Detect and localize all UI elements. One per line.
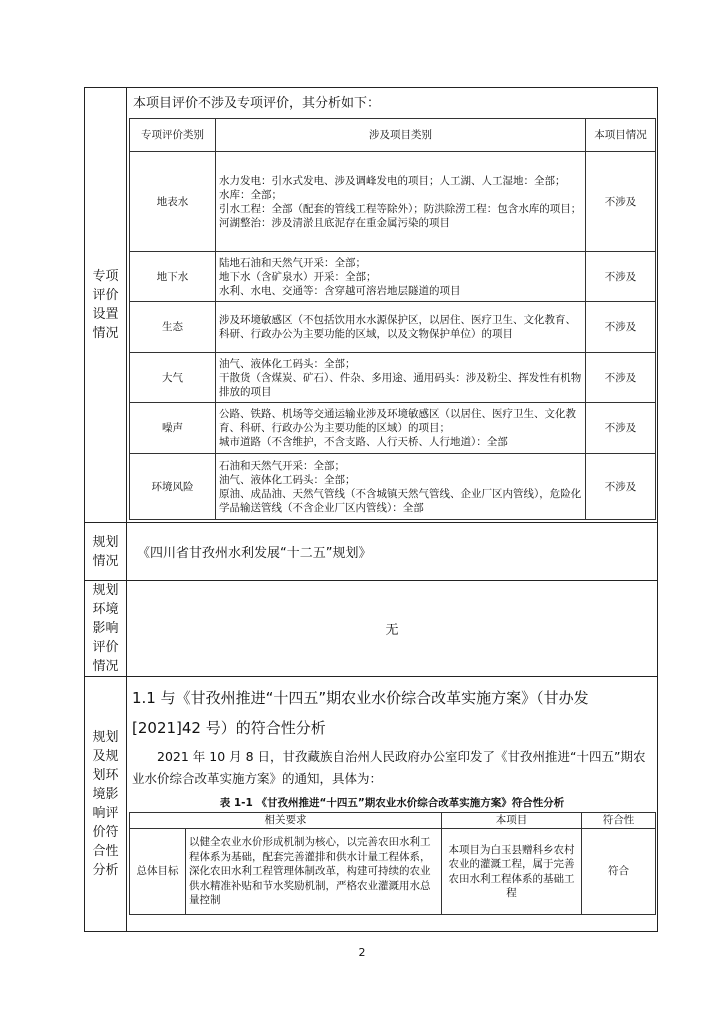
plan-env-text: 无	[385, 623, 399, 638]
item-line: 油气、液体化工码头：全部；	[219, 357, 356, 370]
items-cell	[216, 454, 586, 520]
item-line: 涉及环境敏感区（不包括饮用水水源保护区，以居住、医疗卫生、文化教育、科研、行政办公为主要功能的区域，以及文物保护单位）的项目	[219, 314, 576, 340]
item-line: 水库：全部；	[219, 188, 282, 201]
status-cell: 不涉及	[586, 152, 656, 252]
conformity-cell: 符合	[582, 829, 656, 915]
items-cell	[216, 353, 586, 403]
table-row	[130, 403, 656, 454]
table-caption: 表 1-1 《甘孜州推进“十四五”期农业水价综合改革实施方案》符合性分析	[219, 797, 565, 809]
item-line: 城市道路（不含维护，不含支路、人行天桥、人行地道）：全部	[219, 436, 508, 448]
section-paragraph: 2021 年 10 月 8 日，甘孜藏族自治州人民政府办公室印发了《甘孜州推进“十四五”期农业水价综合改革实施方案》的通知，具体为：	[132, 749, 646, 786]
item-cell: 总体目标	[130, 829, 186, 915]
page-number: 2	[358, 946, 366, 959]
category-cell: 生态	[130, 302, 216, 353]
items-cell	[216, 152, 586, 252]
item-line: 油气、液体化工码头：全部；	[219, 473, 356, 486]
table-row	[130, 829, 656, 915]
item-line: 石油和天然气开采：全部；	[219, 459, 345, 472]
item-line: 干散货（含煤炭、矿石）、件杂、多用途、通用码头：涉及粉尘、挥发性有机物排放的项目	[219, 371, 582, 398]
category-cell: 大气	[130, 353, 216, 403]
item-line: 水利、水电、交通等：含穿越可溶岩地层隧道的项目	[219, 284, 461, 297]
items-cell	[216, 252, 586, 302]
item-line: 原油、成品油、天然气管线（不含城镇天然气管线、企业厂区内管线），危险化学品输送管线（不含企业厂区内管线）：全部	[219, 487, 582, 514]
plan-text: 《四川省甘孜州水利发展“十二五”规划》	[137, 546, 372, 561]
requirement-cell: 以健全农业水价形成机制为核心，以完善农田水利工程体系为基础，配套完善灌排和供水计量工程体系，深化农田水利工程管理体制改革，构建可持续的农业供水精准补贴和节水奖励机制，严格农业灌溉用水总量控制	[186, 829, 442, 915]
category-cell: 地表水	[130, 152, 216, 252]
special-table-header	[130, 119, 656, 152]
plan-label: 规划情况	[85, 523, 127, 580]
header-status: 本项目情况	[586, 119, 656, 152]
header-items: 涉及项目类别	[216, 119, 586, 152]
special-evaluation-table	[129, 118, 656, 520]
status-cell: 不涉及	[586, 252, 656, 302]
item-line: 地下水（含矿泉水）开采：全部；	[219, 270, 377, 283]
items-cell	[216, 403, 586, 454]
analysis-row	[85, 677, 657, 931]
item-line: 公路、铁路、机场等交通运输业涉及环境敏感区（以居住、医疗卫生、文化教育、科研、行政办公为主要功能的区域）的项目；	[219, 408, 576, 434]
category-cell: 地下水	[130, 252, 216, 302]
plan-env-row	[85, 581, 657, 677]
header-conformity: 符合性	[582, 813, 656, 829]
main-form-table	[84, 87, 658, 932]
item-line: 河湖整治：涉及清淤且底泥存在重金属污染的项目	[219, 216, 450, 229]
special-evaluation-intro: 本项目评价不涉及专项评价，其分析如下：	[133, 96, 381, 111]
header-requirements: 相关要求	[130, 813, 442, 829]
items-cell	[216, 302, 586, 353]
status-cell: 不涉及	[586, 403, 656, 454]
table-row	[130, 252, 656, 302]
status-cell: 不涉及	[586, 302, 656, 353]
plan-env-label: 规划环境影响评价情况	[85, 581, 127, 676]
category-cell: 环境风险	[130, 454, 216, 520]
conformity-table-header	[130, 813, 656, 829]
conformity-table	[129, 812, 656, 915]
item-line: 引水工程：全部（配套的管线工程等除外）；防洪除涝工程：包含水库的项目；	[219, 202, 582, 215]
project-cell: 本项目为白玉县赠科乡农村农业的灌溉工程，属于完善农田水利工程体系的基础工程	[442, 829, 582, 915]
table-row	[130, 353, 656, 403]
status-cell: 不涉及	[586, 454, 656, 520]
item-line: 水力发电：引水式发电、涉及调峰发电的项目；人工湖、人工湿地：全部；	[219, 174, 566, 187]
category-cell: 噪声	[130, 403, 216, 454]
table-row	[130, 454, 656, 520]
special-evaluation-label: 专项评价设置情况	[85, 88, 127, 522]
header-category: 专项评价类别	[130, 119, 216, 152]
analysis-label: 规划及规划环境影响评价符合性分析	[85, 677, 127, 931]
table-row	[130, 302, 656, 353]
plan-row	[85, 523, 657, 581]
table-row	[130, 152, 656, 252]
special-evaluation-row	[85, 88, 657, 523]
status-cell: 不涉及	[586, 353, 656, 403]
header-project: 本项目	[442, 813, 582, 829]
section-heading: 1.1 与《甘孜州推进“十四五”期农业水价综合改革实施方案》（甘办发[2021]42 号）的符合性分析	[132, 689, 589, 737]
item-line: 陆地石油和天然气开采：全部；	[219, 256, 366, 269]
